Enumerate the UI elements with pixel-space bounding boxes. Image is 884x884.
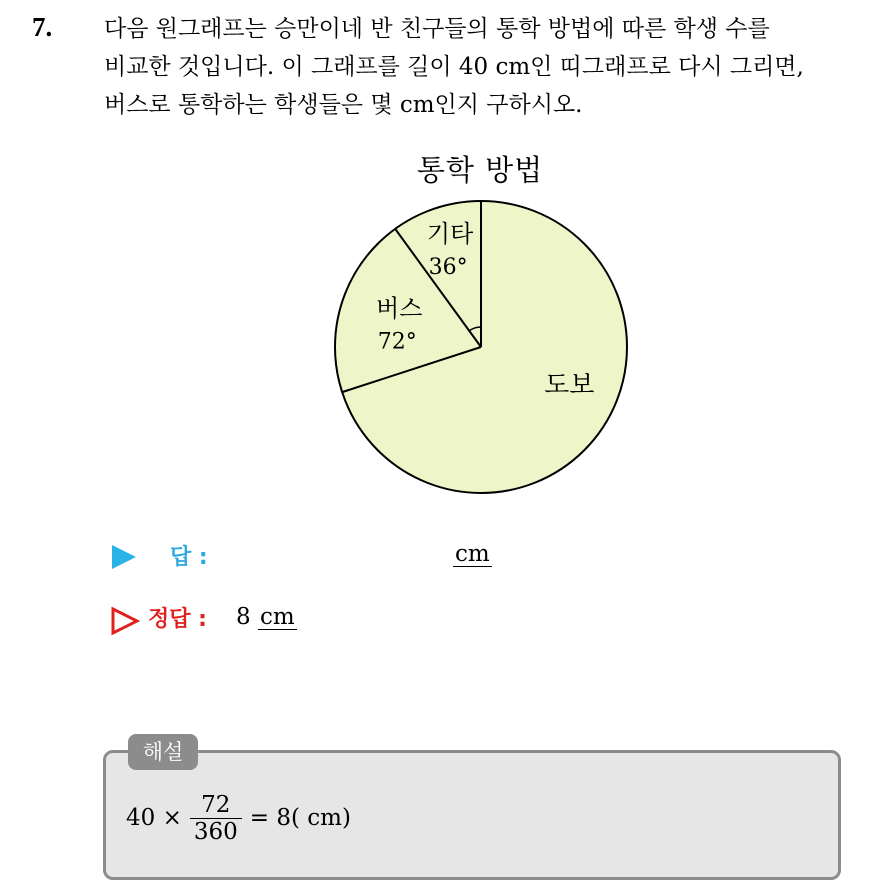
formula-lhs: 40 × (126, 805, 182, 831)
correct-arrow-icon (110, 606, 140, 636)
question-number: 7. (32, 12, 53, 42)
formula-fraction (190, 792, 242, 845)
answer-arrow-icon (112, 545, 136, 569)
answer-label: 답 : (170, 545, 208, 570)
question-line: 비교한 것입니다. 이 그래프를 길이 40 cm인 띠그래프로 다시 그리면, (104, 54, 804, 80)
chart-title: 통학 방법 (416, 153, 544, 187)
fraction-numerator: 72 (201, 791, 231, 818)
formula-rhs: = 8( cm) (249, 805, 351, 831)
correct-unit: cm (259, 604, 295, 630)
correct-answer (236, 604, 297, 630)
correct-value: 8 (236, 604, 251, 630)
solution-formula (126, 786, 351, 850)
question-line: 버스로 통학하는 학생들은 몇 cm인지 구하시오. (104, 92, 583, 118)
correct-label: 정답 : (148, 607, 207, 632)
slice-angle-label: 36° (428, 254, 468, 280)
slice-angle-label: 72° (377, 329, 417, 355)
slice-label: 기타 (426, 219, 474, 248)
fraction-denominator: 360 (190, 818, 242, 845)
question-line: 다음 원그래프는 승만이네 반 친구들의 통학 방법에 따른 학생 수를 (104, 16, 770, 42)
slice-label: 버스 (376, 294, 423, 323)
solution-tab: 해설 (128, 734, 198, 770)
answer-unit: cm (455, 541, 490, 567)
slice-label: 도보 (544, 370, 595, 401)
